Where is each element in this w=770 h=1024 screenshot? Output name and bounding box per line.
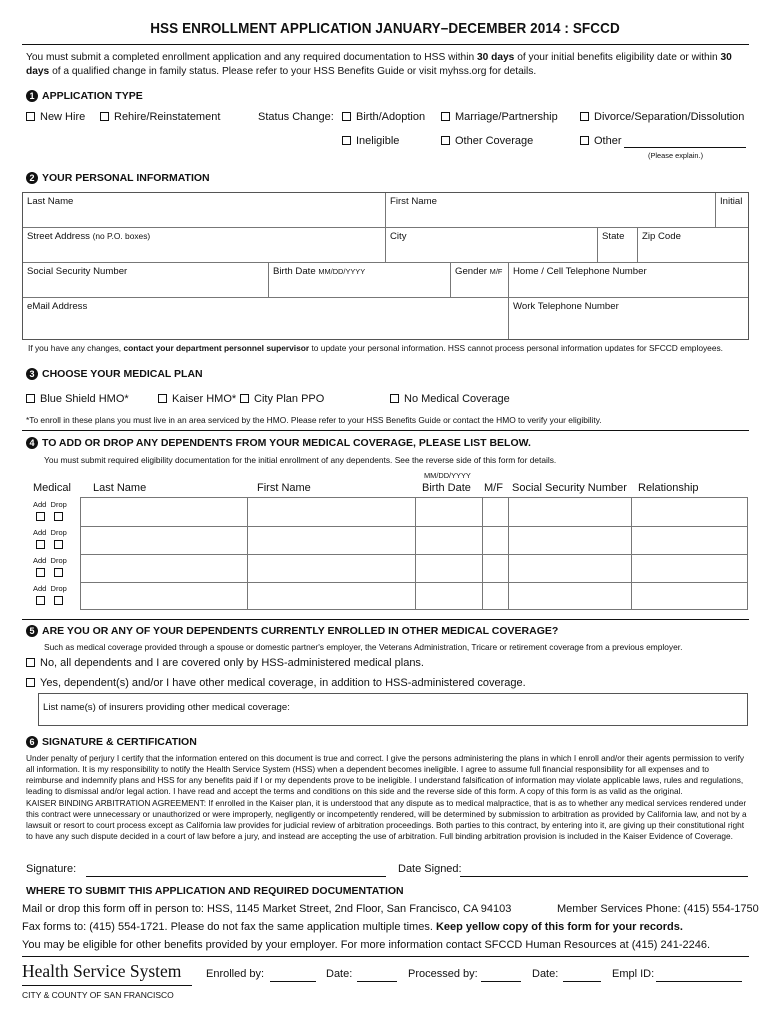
empl-id-line[interactable] <box>656 981 742 982</box>
divorce-option[interactable] <box>580 111 744 123</box>
yes-other-coverage-label: Yes, dependent(s) and/or I have other medical coverage, in addition to HSS-administered coverage. <box>40 677 526 689</box>
checkbox[interactable] <box>342 136 351 145</box>
divider <box>22 430 749 431</box>
birth-date-label: Birth Date <box>273 266 316 277</box>
checkbox[interactable] <box>342 112 351 121</box>
birth-adoption-option[interactable] <box>342 111 425 123</box>
other-explain-line[interactable] <box>624 147 746 148</box>
hss-logo: Health Service System <box>22 961 182 981</box>
drop-label: Drop <box>50 556 67 565</box>
home-phone-field[interactable] <box>509 263 748 298</box>
fax-info <box>22 921 683 933</box>
zip-label: Zip Code <box>642 231 681 242</box>
col-first-name: First Name <box>257 482 311 494</box>
col-ssn: Social Security Number <box>512 482 627 494</box>
section-number: 4 <box>26 437 38 449</box>
enrolled-by-line[interactable] <box>270 981 316 982</box>
hmo-note: *To enroll in these plans you must live in an area serviced by the HMO. Please refer to your HSS Benefits Guide or contact the HMO to verify your eligibility. <box>26 415 602 425</box>
processed-by-line[interactable] <box>481 981 521 982</box>
date1-label: Date: <box>326 968 353 980</box>
intro-part3: of a qualified change in family status. Please refer to your HSS Benefits Guide or visit myhss.org for details. <box>49 66 537 77</box>
email-label: eMail Address <box>27 301 88 312</box>
row-divider <box>81 554 747 555</box>
city-plan-label: City Plan PPO <box>254 393 325 405</box>
other-coverage-sub: Such as medical coverage provided through a spouse or domestic partner's employer, the Veterans Administration, Tricare or retirement coverage from a previous employer. <box>44 642 683 652</box>
email-field[interactable] <box>23 298 509 339</box>
no-other-coverage-label: No, all dependents and I are covered only by HSS-administered medical plans. <box>40 657 424 669</box>
divider <box>22 619 749 620</box>
note-part1: If you have any changes, <box>28 343 124 353</box>
no-medical-option[interactable] <box>390 393 510 405</box>
gender-field[interactable] <box>451 263 509 298</box>
col-birth-date: Birth Date <box>422 482 471 494</box>
section-number: 2 <box>26 172 38 184</box>
add-drop-row <box>33 584 73 606</box>
ssn-field[interactable] <box>23 263 269 298</box>
logo-rule <box>22 985 192 986</box>
checkbox[interactable] <box>441 112 450 121</box>
arbitration-text: KAISER BINDING ARBITRATION AGREEMENT: If enrolled in the Kaiser plan, it is understood that any dispute as to medical malpractice, that is as to whether any medical services rendered under this contract were unnecessary or unauthorized or were improperly, negligently or incompetently rendered, will be determined by submission to arbitration as provided by California law, and not by a lawsuit or resort to court process except as California law provides for judicial review of arbitration proceedings. Both parties to this contract, by entering into it, are giving up their constitutional right to have any such dispute decided in a court of law before a jury, and instead are accepting the use of arbitration. Full binding arbitration provision is included in the Kaiser Evidence of Coverage. <box>26 798 747 841</box>
page-title: HSS ENROLLMENT APPLICATION JANUARY–DECEMBER 2014 : SFCCD <box>150 20 620 37</box>
note-bold: contact your department personnel supervisor <box>123 343 310 353</box>
other-coverage-option[interactable] <box>441 135 533 147</box>
section-4-heading <box>26 437 531 449</box>
section-3-title: CHOOSE YOUR MEDICAL PLAN <box>42 368 203 380</box>
add-label: Add <box>33 556 47 565</box>
street-note: (no P.O. boxes) <box>92 231 151 241</box>
note-part2: to update your personal information. HSS cannot process personal information updates for SFCCD employees. <box>309 343 724 353</box>
drop-checkbox[interactable] <box>54 540 63 549</box>
empl-id-label: Empl ID: <box>612 968 655 980</box>
col-relationship: Relationship <box>638 482 699 494</box>
row-divider <box>81 582 747 583</box>
state-field[interactable] <box>598 228 638 263</box>
city-field[interactable] <box>386 228 598 263</box>
mail-address: Mail or drop this form off in person to: HSS, 1145 Market Street, 2nd Floor, San Francisco, CA 94103 <box>22 903 512 915</box>
ssn-label: Social Security Number <box>27 266 128 277</box>
first-name-label: First Name <box>390 196 437 207</box>
section-5-title: ARE YOU OR ANY OF YOUR DEPENDENTS CURRENTLY ENROLLED IN OTHER MEDICAL COVERAGE? <box>42 625 559 637</box>
city-county-label: CITY & COUNTY OF SAN FRANCISCO <box>22 990 174 1000</box>
processed-by-label: Processed by: <box>408 968 478 980</box>
section-5-heading <box>26 625 558 637</box>
checkbox[interactable] <box>26 678 35 687</box>
checkbox[interactable] <box>390 394 399 403</box>
certification-text: Under penalty of perjury I certify that the information entered on this document is true and correct. I give the persons administering the plans in which I enroll and/or their agents permission to verify all information. It is my responsibility to notify the Health Service System (HSS) when a dependent becomes ineligible. I agree to assume full financial responsibility for all expenses and to reimburse and indemnify plans and HSS for any benefits paid if I or my dependents prove to be ineligible. I understand falsification of information may violate applicable laws, rules and regulations, leading to dismissal and/or legal action. I have read and accept the terms and conditions on this side and the reverse side of this form. A copy of this form is as valid as the original. <box>26 753 745 796</box>
divider <box>22 44 749 45</box>
section-1-heading <box>26 90 143 102</box>
date1-line[interactable] <box>357 981 397 982</box>
new-hire-option[interactable] <box>26 111 85 123</box>
date-signed-label: Date Signed: <box>398 863 462 875</box>
gender-format: M/F <box>489 267 503 276</box>
enrolled-by-label: Enrolled by: <box>206 968 265 980</box>
marriage-label: Marriage/Partnership <box>455 111 558 123</box>
dependents-table <box>80 497 748 610</box>
add-drop-row <box>33 528 73 550</box>
section-6-heading <box>26 736 197 748</box>
kaiser-label: Kaiser HMO* <box>172 393 237 405</box>
fax-text: Fax forms to: (415) 554-1721. Please do not fax the same application multiple times. <box>22 921 436 933</box>
city-label: City <box>390 231 407 242</box>
new-hire-label: New Hire <box>40 111 86 123</box>
add-drop-row <box>33 500 73 522</box>
status-change-label: Status Change: <box>258 111 334 123</box>
checkbox[interactable] <box>580 112 589 121</box>
work-phone-field[interactable] <box>509 298 748 339</box>
intro-part1: You must submit a completed enrollment application and any required documentation to HSS within <box>26 52 477 63</box>
birth-adoption-label: Birth/Adoption <box>356 111 426 123</box>
blue-shield-option[interactable] <box>26 393 129 405</box>
section-3-heading <box>26 368 203 380</box>
section-2-heading <box>26 172 210 184</box>
insurers-label: List name(s) of insurers providing other medical coverage: <box>43 702 290 713</box>
section-2-title: YOUR PERSONAL INFORMATION <box>42 172 210 184</box>
divider <box>22 956 749 957</box>
intro-part2: of your initial benefits eligibility date or within <box>514 52 721 63</box>
section-4-title: TO ADD OR DROP ANY DEPENDENTS FROM YOUR MEDICAL COVERAGE, PLEASE LIST BELOW. <box>42 437 531 449</box>
row-divider <box>81 526 747 527</box>
intro-bold2: 30 days <box>26 52 732 77</box>
col-last-name: Last Name <box>93 482 147 494</box>
intro-text <box>26 51 748 79</box>
section-1-title: APPLICATION TYPE <box>42 90 143 102</box>
initial-label: Initial <box>720 196 743 207</box>
drop-label: Drop <box>50 528 67 537</box>
fax-bold: Keep yellow copy of this form for your records. <box>435 921 683 933</box>
section-number: 3 <box>26 368 38 380</box>
add-checkbox[interactable] <box>36 596 45 605</box>
add-checkbox[interactable] <box>36 512 45 521</box>
checkbox[interactable] <box>240 394 249 403</box>
zip-field[interactable] <box>638 228 748 263</box>
no-medical-label: No Medical Coverage <box>404 393 510 405</box>
drop-label: Drop <box>50 500 67 509</box>
drop-checkbox[interactable] <box>54 596 63 605</box>
birth-date-field[interactable] <box>269 263 451 298</box>
other-label: Other <box>594 135 622 147</box>
section-number: 5 <box>26 625 38 637</box>
blue-shield-label: Blue Shield HMO* <box>40 393 129 405</box>
checkbox[interactable] <box>580 136 589 145</box>
rehire-label: Rehire/Reinstatement <box>114 111 221 123</box>
drop-checkbox[interactable] <box>54 512 63 521</box>
add-checkbox[interactable] <box>36 568 45 577</box>
birth-date-format: MM/DD/YYYY <box>318 267 366 276</box>
last-name-label: Last Name <box>27 196 74 207</box>
date-signed-line[interactable] <box>460 876 748 877</box>
section-6-title: SIGNATURE & CERTIFICATION <box>42 736 197 748</box>
other-coverage-label: Other Coverage <box>455 135 534 147</box>
date2-label: Date: <box>532 968 559 980</box>
col-mf: M/F <box>484 482 503 494</box>
yes-other-coverage-option[interactable] <box>26 677 526 689</box>
gender-label: Gender <box>455 266 487 277</box>
date-format: MM/DD/YYYY <box>424 471 471 480</box>
street-label: Street Address <box>27 231 90 242</box>
checkbox[interactable] <box>100 112 109 121</box>
section-number: 1 <box>26 90 38 102</box>
checkbox[interactable] <box>26 112 35 121</box>
personal-info-note <box>28 343 723 353</box>
where-heading: WHERE TO SUBMIT THIS APPLICATION AND REQUIRED DOCUMENTATION <box>26 885 404 897</box>
personal-info-box <box>22 192 749 340</box>
ineligible-option[interactable] <box>342 135 399 147</box>
add-label: Add <box>33 500 47 509</box>
checkbox[interactable] <box>158 394 167 403</box>
checkbox[interactable] <box>26 658 35 667</box>
initial-field[interactable] <box>716 193 748 228</box>
intro-bold1: 30 days <box>476 52 515 63</box>
add-checkbox[interactable] <box>36 540 45 549</box>
signature-line[interactable] <box>86 876 386 877</box>
other-option[interactable] <box>580 135 622 147</box>
home-phone-label: Home / Cell Telephone Number <box>513 266 647 277</box>
rehire-option[interactable] <box>100 111 220 123</box>
member-phone: Member Services Phone: (415) 554-1750 <box>557 903 759 915</box>
signature-label: Signature: <box>26 863 77 875</box>
date2-line[interactable] <box>563 981 601 982</box>
divorce-label: Divorce/Separation/Dissolution <box>594 111 745 123</box>
insurers-field[interactable] <box>38 693 748 726</box>
col-medical: Medical <box>33 482 71 494</box>
add-drop-row <box>33 556 73 578</box>
add-label: Add <box>33 584 47 593</box>
kaiser-option[interactable] <box>158 393 236 405</box>
first-name-field[interactable] <box>386 193 716 228</box>
checkbox[interactable] <box>26 394 35 403</box>
other-benefits: You may be eligible for other benefits provided by your employer. For more information contact SFCCD Human Resources at (415) 241-2246. <box>22 939 711 951</box>
marriage-option[interactable] <box>441 111 558 123</box>
last-name-field[interactable] <box>23 193 386 228</box>
state-label: State <box>602 231 625 242</box>
dependents-sub: You must submit required eligibility documentation for the initial enrollment of any dependents. See the reverse side of this form for details. <box>44 455 557 465</box>
no-other-coverage-option[interactable] <box>26 657 424 669</box>
section-number: 6 <box>26 736 38 748</box>
city-plan-option[interactable] <box>240 393 324 405</box>
work-phone-label: Work Telephone Number <box>513 301 619 312</box>
street-field[interactable] <box>23 228 386 263</box>
drop-checkbox[interactable] <box>54 568 63 577</box>
add-label: Add <box>33 528 47 537</box>
drop-label: Drop <box>50 584 67 593</box>
please-explain: (Please explain.) <box>648 151 704 160</box>
ineligible-label: Ineligible <box>356 135 400 147</box>
checkbox[interactable] <box>441 136 450 145</box>
